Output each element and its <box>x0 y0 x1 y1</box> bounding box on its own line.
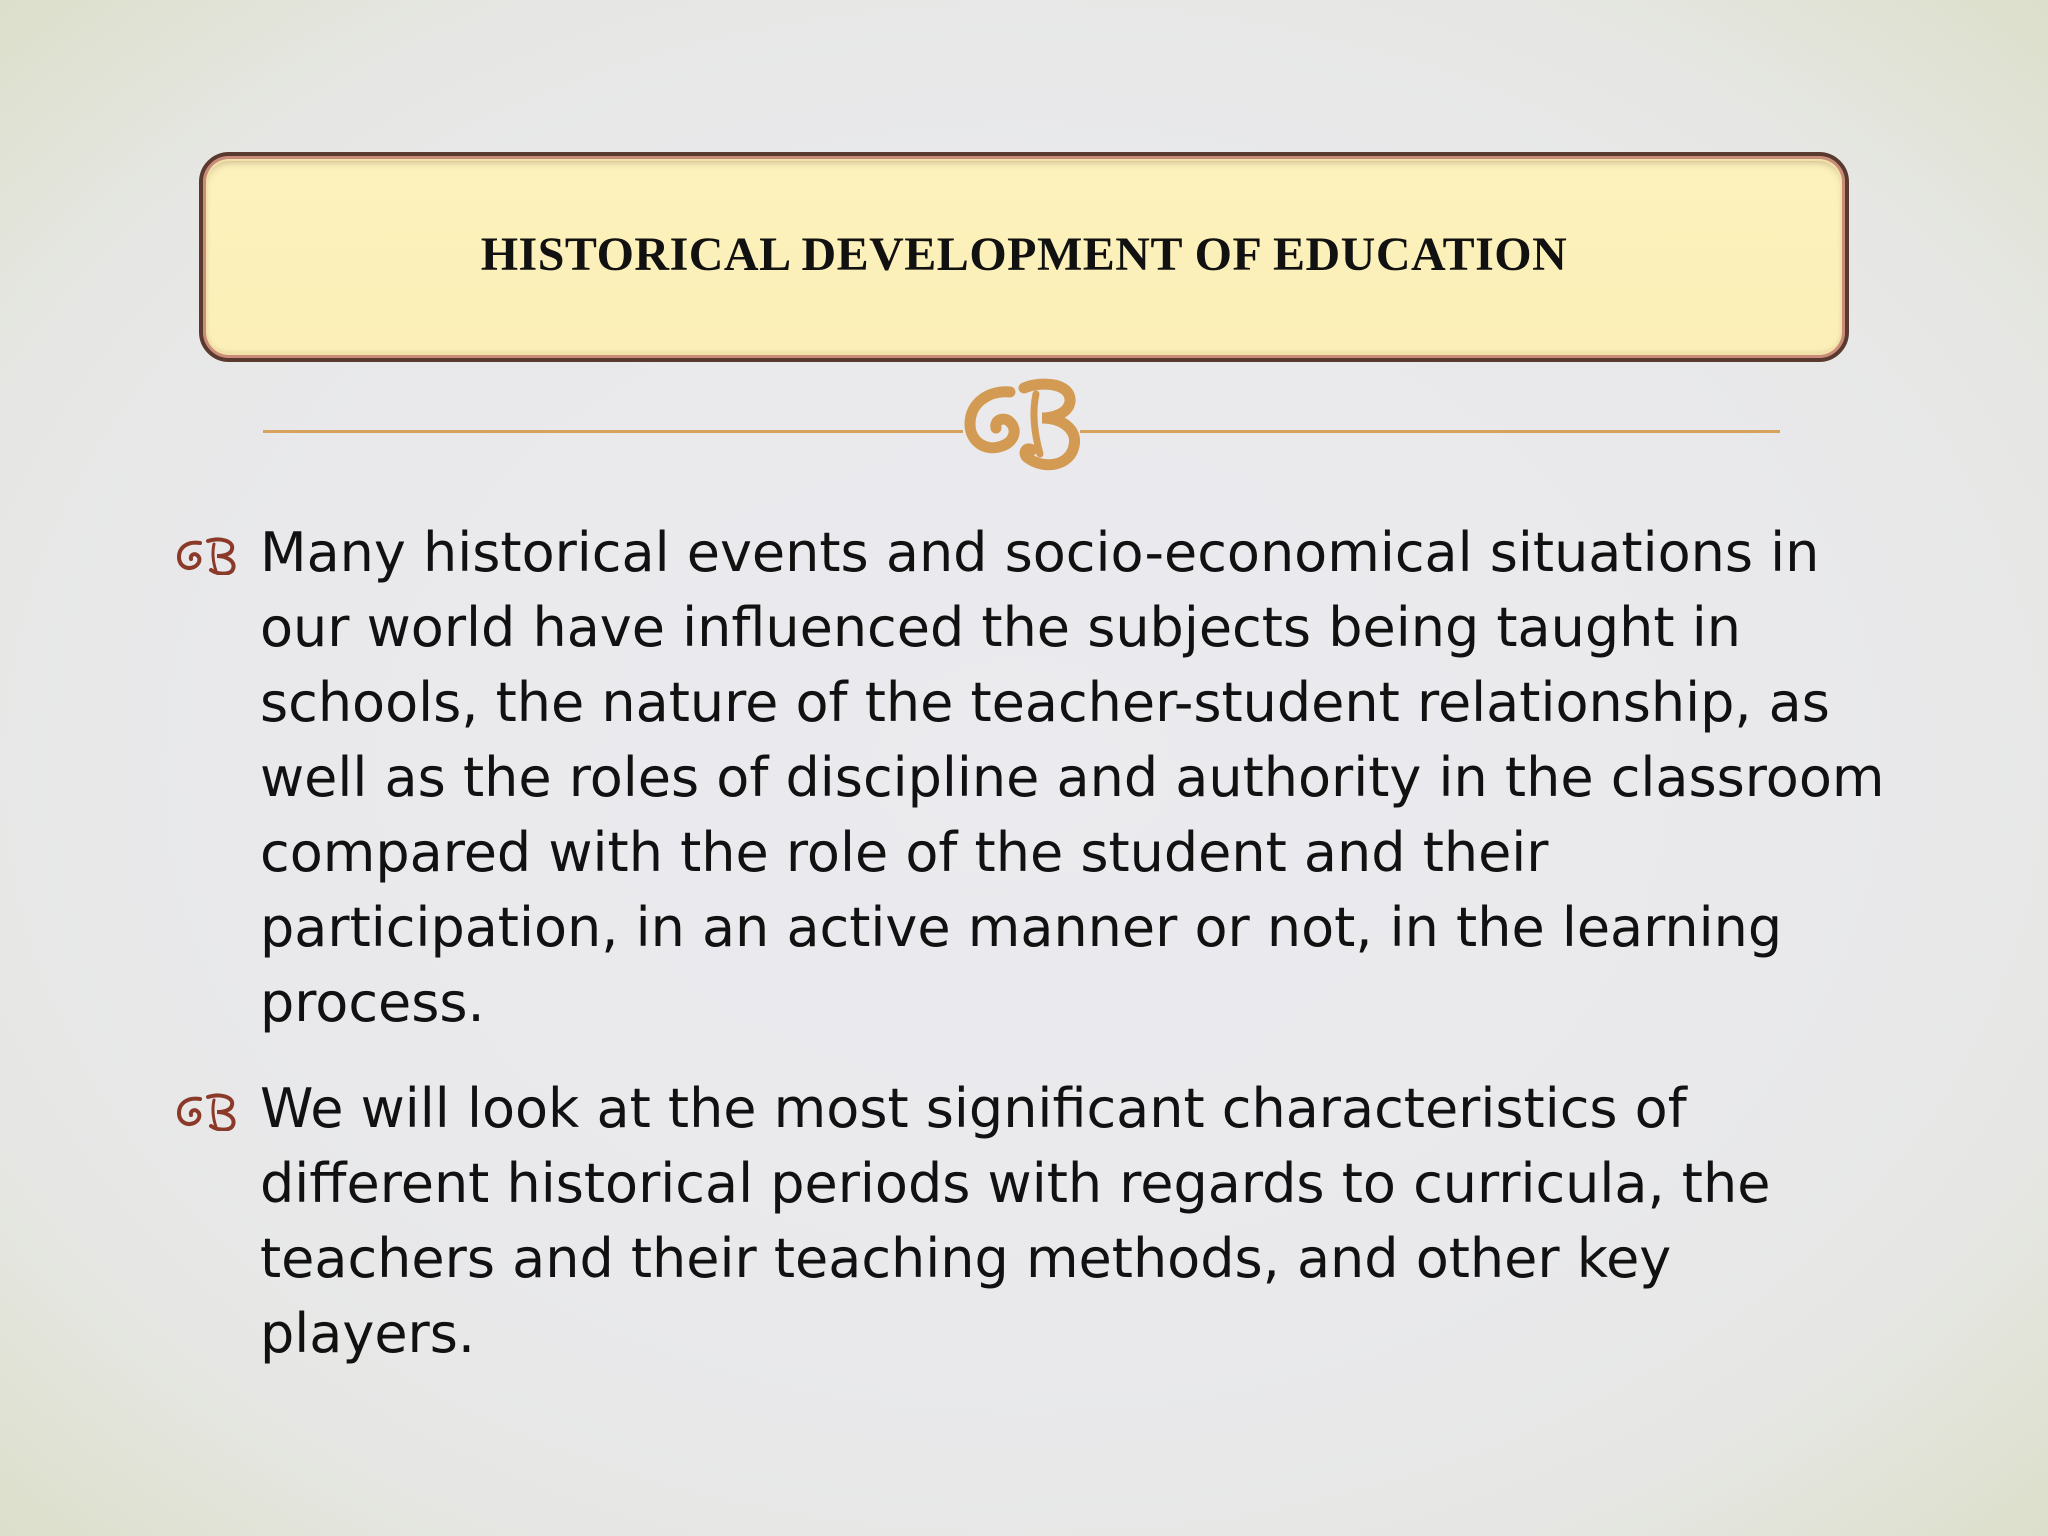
slide-title: HISTORICAL DEVELOPMENT OF EDUCATION <box>480 227 1568 281</box>
scroll-bullet-icon <box>176 1091 238 1131</box>
scroll-ornament-icon <box>952 372 1092 482</box>
bullet-text: We will look at the most significant characteristics of different historical periods with regards to curricula, the teachers and their teaching methods, and other key players. <box>260 1077 1771 1365</box>
divider-line-right <box>1080 430 1780 433</box>
bullet-text: Many historical events and socio-economical situations in our world have influenced the subjects being taught in schools, the nature of the teacher-student relationship, as well as the roles of discipline and authority in the classroom compared with the role of the student and their participation, in an active manner or not, in the learning process. <box>260 521 1885 1034</box>
divider-line-left <box>263 430 963 433</box>
scroll-bullet-icon <box>176 535 238 575</box>
title-banner <box>199 152 1849 362</box>
